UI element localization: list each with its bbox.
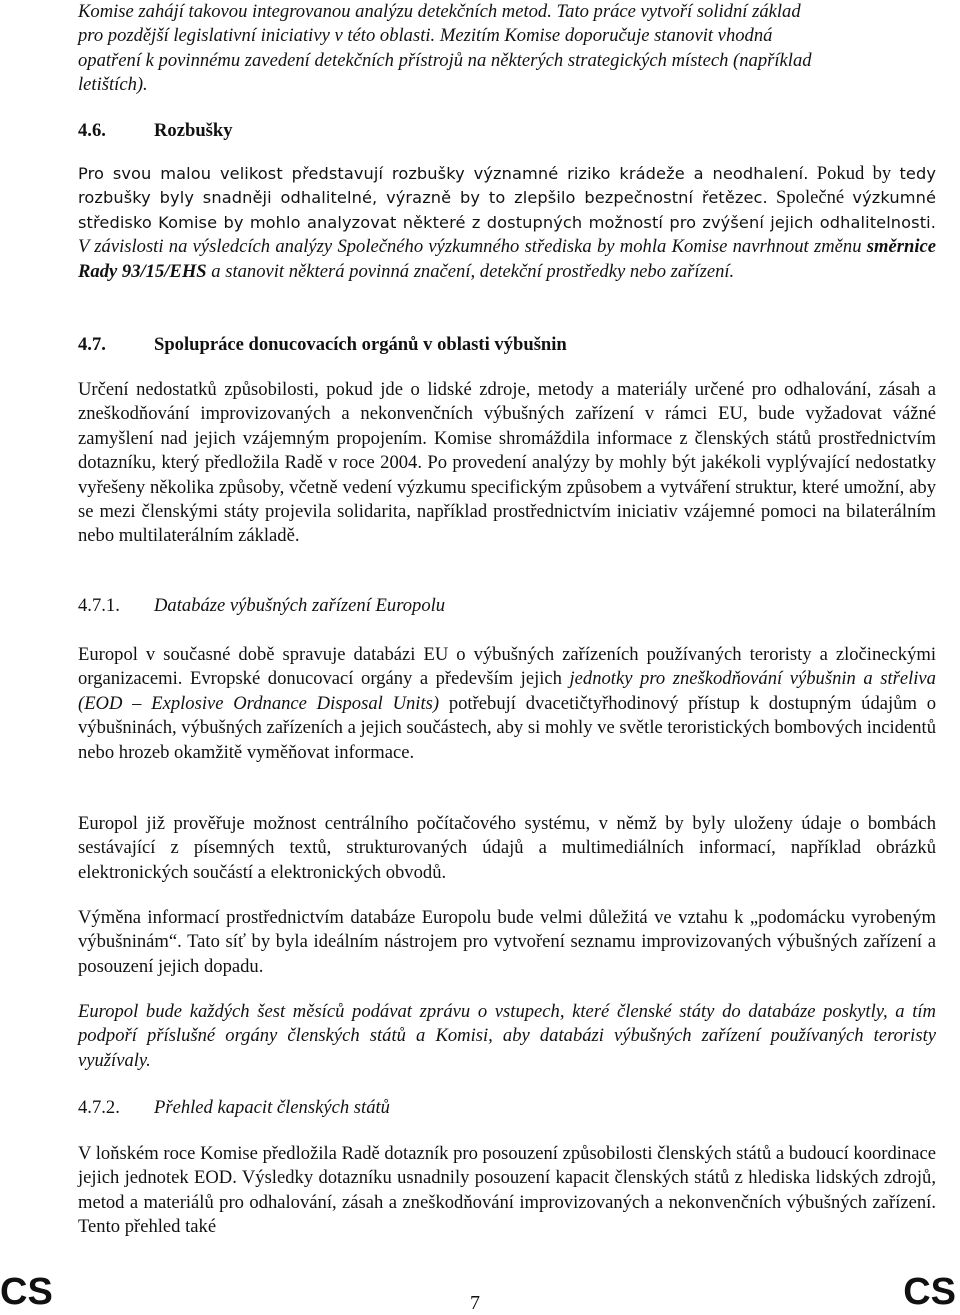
intro-line-3: opatření k povinnému zavedení detekčních přístrojů na některých strategických místech (například [78,49,812,71]
section-heading-4-7 [78,333,567,357]
section-4-7-2-paragraph: V loňském roce Komise předložila Radě dotazník pro posouzení způsobilosti členských států a budoucí koordinace jejich jednotek EOD. Výsledky dotazníku usnadnily posouzení kapacit členských států z hlediska lidských zdrojů, metod a materiálů pro odhalování, zásah a zneškodňování improvizovaných a nekonvenčních výbušných zařízení. Tento přehled také [78,1143,936,1238]
intro-paragraph [78,0,936,98]
section-4-7-1-paragraph-3: Výměna informací prostřednictvím databáze Europolu bude velmi důležitá ve vztahu k „podomácku vyrobeným výbušninám“. Tato síť by byla ideálním nástrojem pro vytvoření seznamu improvizovaných výbušných zařízení a posouzení jejich dopadu. [78,907,936,977]
section-heading-4-6 [78,119,233,143]
intro-line-1: Komise zahájí takovou integrovanou analýzu detekčních metod. Tato práce vytvoří solidní základ [78,1,801,22]
section-title: Databáze výbušných zařízení Europolu [154,595,446,616]
section-number: 4.7. [78,334,106,355]
section-title: Přehled kapacit členských států [154,1097,390,1118]
footer-language-right: CS [903,1271,956,1313]
page-number: 7 [470,1292,480,1314]
section-4-6-paragraph: Pro svou malou velikost představují rozbušky významné riziko krádeže a neodhalení. Pokud by tedy rozbušky byly snadněji odhalitelné, výrazně by to zlepšilo bezpečnostní řetězec. Společné výzkumné středisko Komise by mohlo analyzovat některé z dostupných možností pro zvýšení jejich odhalitelnosti. V závislosti na výsledcích analýzy Společného výzkumného střediska by mohla Komise navrhnout změnu směrnice Rady 93/15/EHS a stanovit některá povinná značení, detekční prostředky nebo zařízení. [78,163,937,282]
section-title: Rozbušky [154,120,233,141]
section-title: Spolupráce donucovacích orgánů v oblasti výbušnin [154,334,567,355]
section-number: 4.7.2. [78,1097,120,1118]
section-4-7-1-paragraph-2: Europol již prověřuje možnost centrálního počítačového systému, v němž by byly uloženy údaje o bombách sestávající z písemných textů, strukturovaných údajů a multimediálních informací, například obrázků elektronických součástí a elektronických obvodů. [78,813,936,883]
section-number: 4.7.1. [78,595,120,616]
section-4-7-1-paragraph-1: Europol v současné době spravuje databázi EU o výbušných zařízeních používaných teroristy a zločineckými organizacemi. Evropské donucovací orgány a především jejich jednotky pro zneškodňování výbušnin a střeliva (EOD – Explosive Ordnance Disposal Units) potřebují dvacetičtyřhodinový přístup k dostupným údajům o výbušninách, výbušných zařízeních a jejich součástech, aby si mohly ve světle teroristických bombových incidentů nebo hrozeb okamžitě vyměňovat informace. [78,644,937,763]
section-number: 4.6. [78,120,106,141]
footer-language-left: CS [0,1271,53,1313]
intro-line-2: pro pozdější legislativní iniciativy v této oblasti. Mezitím Komise doporučuje stanovit vhodná [78,25,773,47]
section-4-7-1-paragraph-4: Europol bude každých šest měsíců podávat zprávu o vstupech, které členské státy do databáze poskytly, a tím podpoří příslušné orgány členských států a Komisi, aby databázi výbušných zařízení používaných teroristy využívaly. [78,1001,936,1071]
intro-line-4: letištích). [78,74,148,96]
section-heading-4-7-2 [78,1096,390,1120]
section-4-7-paragraph: Určení nedostatků způsobilosti, pokud jde o lidské zdroje, metody a materiály určené pro odhalování, zásah a zneškodňování improvizovaných a nekonvenčních výbušných zařízení v rámci EU, bude vyžadovat vážné zamyšlení nad jejich vzájemným propojením. Komise shromáždila informace z členských států prostřednictvím dotazníku, který předložila Radě v roce 2004. Po provedení analýzy by mohly být jakékoli vyplývající nedostatky vyřešeny několika způsoby, včetně vedení výzkumu specifickým způsobem a vytváření struktur, které umožní, aby se mezi členskými státy projevila solidarita, například prostřednictvím iniciativ vzájemné pomoci na bilaterálním nebo multilaterálním základě. [78,379,936,547]
section-heading-4-7-1 [78,594,445,618]
